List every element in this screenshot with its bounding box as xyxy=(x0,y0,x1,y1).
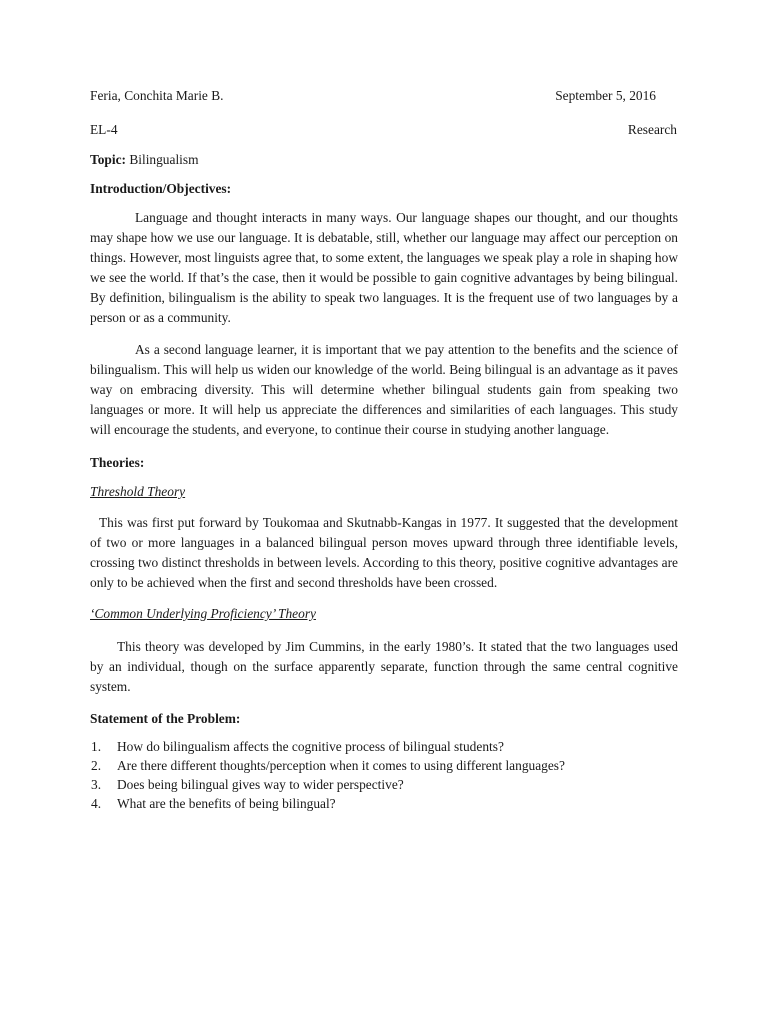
introduction-paragraph-1: Language and thought interacts in many ways. Our language shapes our thought, and our thoughts may shape how we use our language. It is debatable, still, whether our language may affect our perception on things. However, most linguists agree that, to some extent, the languages we speak play a role in shaping how we see the world. If that’s the case, then it would be possible to gain cognitive advantages by being bilingual. By definition, bilingualism is the ability to speak two languages. It is the frequent use of two languages by a person or as a community. xyxy=(90,210,678,325)
topic-value: Bilingualism xyxy=(129,152,199,167)
list-number: 2. xyxy=(91,758,102,773)
cup-theory-text: This theory was developed by Jim Cummins, in the early 1980’s. It stated that the two languages used by an individual, though on the surface apparently separate, function through the same central cognitive system. xyxy=(90,639,678,694)
list-item xyxy=(90,737,678,756)
list-text: What are the benefits of being bilingual? xyxy=(117,796,336,811)
problem-heading: Statement of the Problem: xyxy=(90,711,241,726)
list-item xyxy=(90,794,678,813)
theories-heading: Theories: xyxy=(90,455,145,470)
section-label: EL-4 xyxy=(90,122,118,137)
topic-line xyxy=(90,150,678,170)
cup-theory-title: ‘Common Underlying Proficiency’ Theory xyxy=(90,606,316,621)
introduction-heading: Introduction/Objectives: xyxy=(90,181,232,196)
author-name: Feria, Conchita Marie B. xyxy=(90,88,224,103)
list-item xyxy=(90,775,678,794)
list-text: Are there different thoughts/perception when it comes to using different languages? xyxy=(117,758,565,773)
list-number: 3. xyxy=(91,777,102,792)
list-number: 1. xyxy=(91,739,102,754)
list-number: 4. xyxy=(91,796,102,811)
topic-label: Topic: xyxy=(90,152,126,167)
header-row-2 xyxy=(90,120,678,140)
threshold-theory-title: Threshold Theory xyxy=(90,484,186,499)
threshold-theory-text: This was first put forward by Toukomaa and Skutnabb-Kangas in 1977. It suggested that the development of two or more languages in a balanced bilingual person moves upward through three identifiable levels, crossing two distinct thresholds in between levels. According to this theory, positive cognitive advantages are only to be achieved when the first and second thresholds have been crossed. xyxy=(90,515,678,590)
document-date: September 5, 2016 xyxy=(555,88,656,103)
list-item xyxy=(90,756,678,775)
introduction-paragraph-2: As a second language learner, it is important that we pay attention to the benefits and the science of bilingualism. This will help us widen our knowledge of the world. Being bilingual is an advantage as it paves way on embracing diversity. This will determine whether bilingual students gain from speaking two languages or more. It will help us appreciate the differences and similarities of each languages. This study will encourage the students, and everyone, to continue their course in studying another language. xyxy=(90,342,678,437)
document-page xyxy=(90,86,678,813)
problem-list xyxy=(90,737,678,813)
document-type: Research xyxy=(627,122,677,137)
list-text: Does being bilingual gives way to wider perspective? xyxy=(117,777,404,792)
list-text: How do bilingualism affects the cognitive process of bilingual students? xyxy=(117,739,504,754)
header-row-1 xyxy=(90,86,678,106)
